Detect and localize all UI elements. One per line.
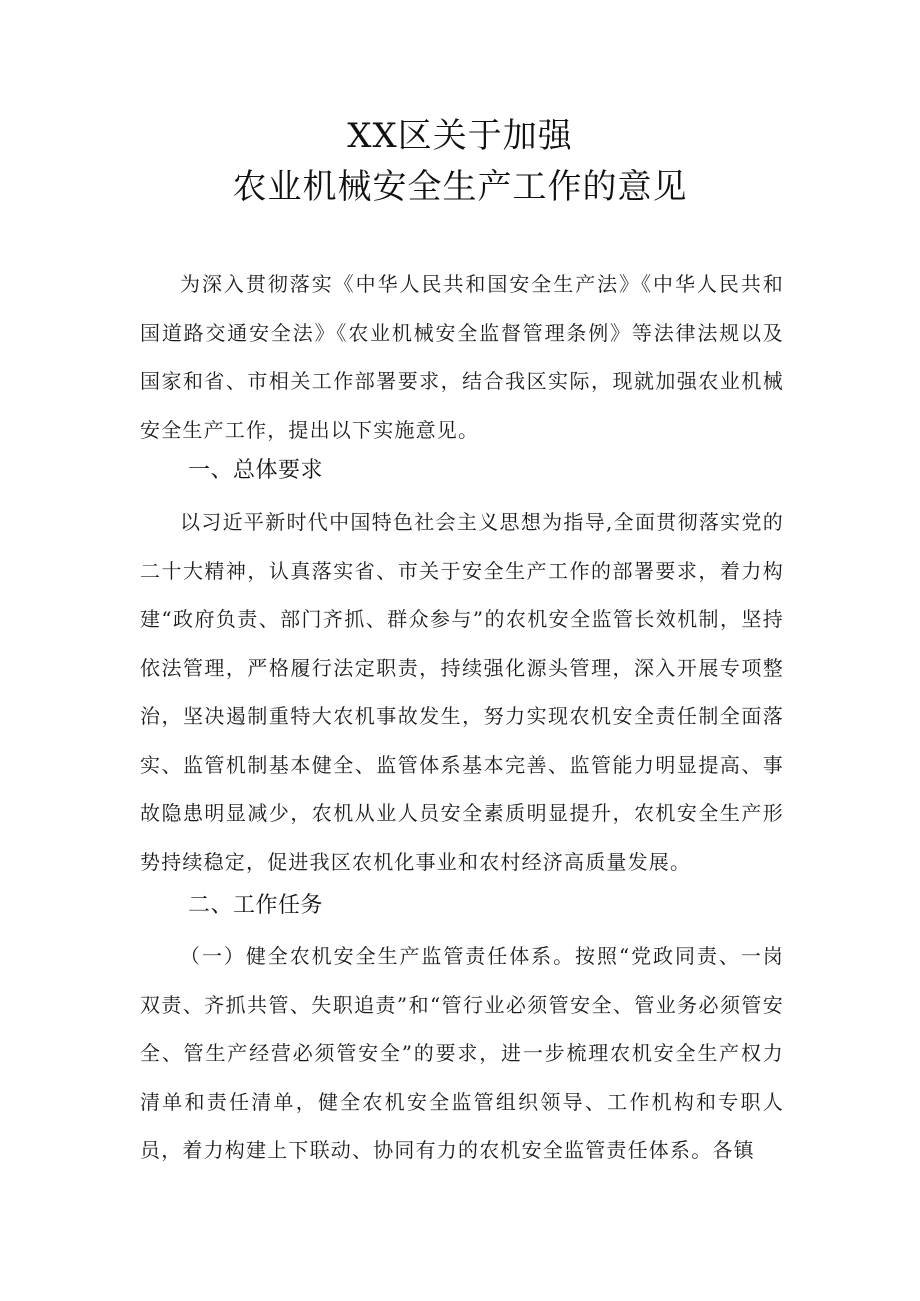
work-tasks-paragraph: （一）健全农机安全生产监管责任体系。按照“党政同责、一岗双责、齐抓共管、失职追责”和“管行业必须管安全、管业务必须管安全、管生产经营必须管安全”的要求，进一步梳理农机安全生产权力清单和责任清单，健全农机安全监管组织领导、工作机构和专职人员，着力构建上下联动、协同有力的农机安全监管责任体系。各镇 bbox=[140, 944, 784, 1162]
general-requirements-paragraph: 以习近平新时代中国特色社会主义思想为指导,全面贯彻落实党的二十大精神，认真落实省、市关于安全生产工作的部署要求，着力构建“政府负责、部门齐抓、群众参与”的农机安全监管长效机制，坚持依法管理，严格履行法定职责，持续强化源头管理，深入开展专项整治，坚决遏制重特大农机事故发生，努力实现农机安全责任制全面落实、监管机制基本健全、监管体系基本完善、监管能力明显提高、事故隐患明显减少，农机从业人员安全素质明显提升，农机安全生产形势持续稳定，促进我区农机化事业和农村经济高质量发展。 bbox=[140, 510, 784, 874]
document-title-line-1: XX区关于加强 bbox=[347, 116, 573, 156]
section-heading-general-requirements: 一、总体要求 bbox=[188, 458, 324, 483]
section-heading-work-tasks: 二、工作任务 bbox=[188, 893, 324, 918]
intro-paragraph: 为深入贯彻落实《中华人民共和国安全生产法》《中华人民共和国道路交通安全法》《农业机械安全监督管理条例》等法律法规以及国家和省、市相关工作部署要求，结合我区实际，现就加强农业机械安全生产工作，提出以下实施意见。 bbox=[140, 272, 784, 442]
document-title-line-2: 农业机械安全生产工作的意见 bbox=[232, 167, 688, 207]
